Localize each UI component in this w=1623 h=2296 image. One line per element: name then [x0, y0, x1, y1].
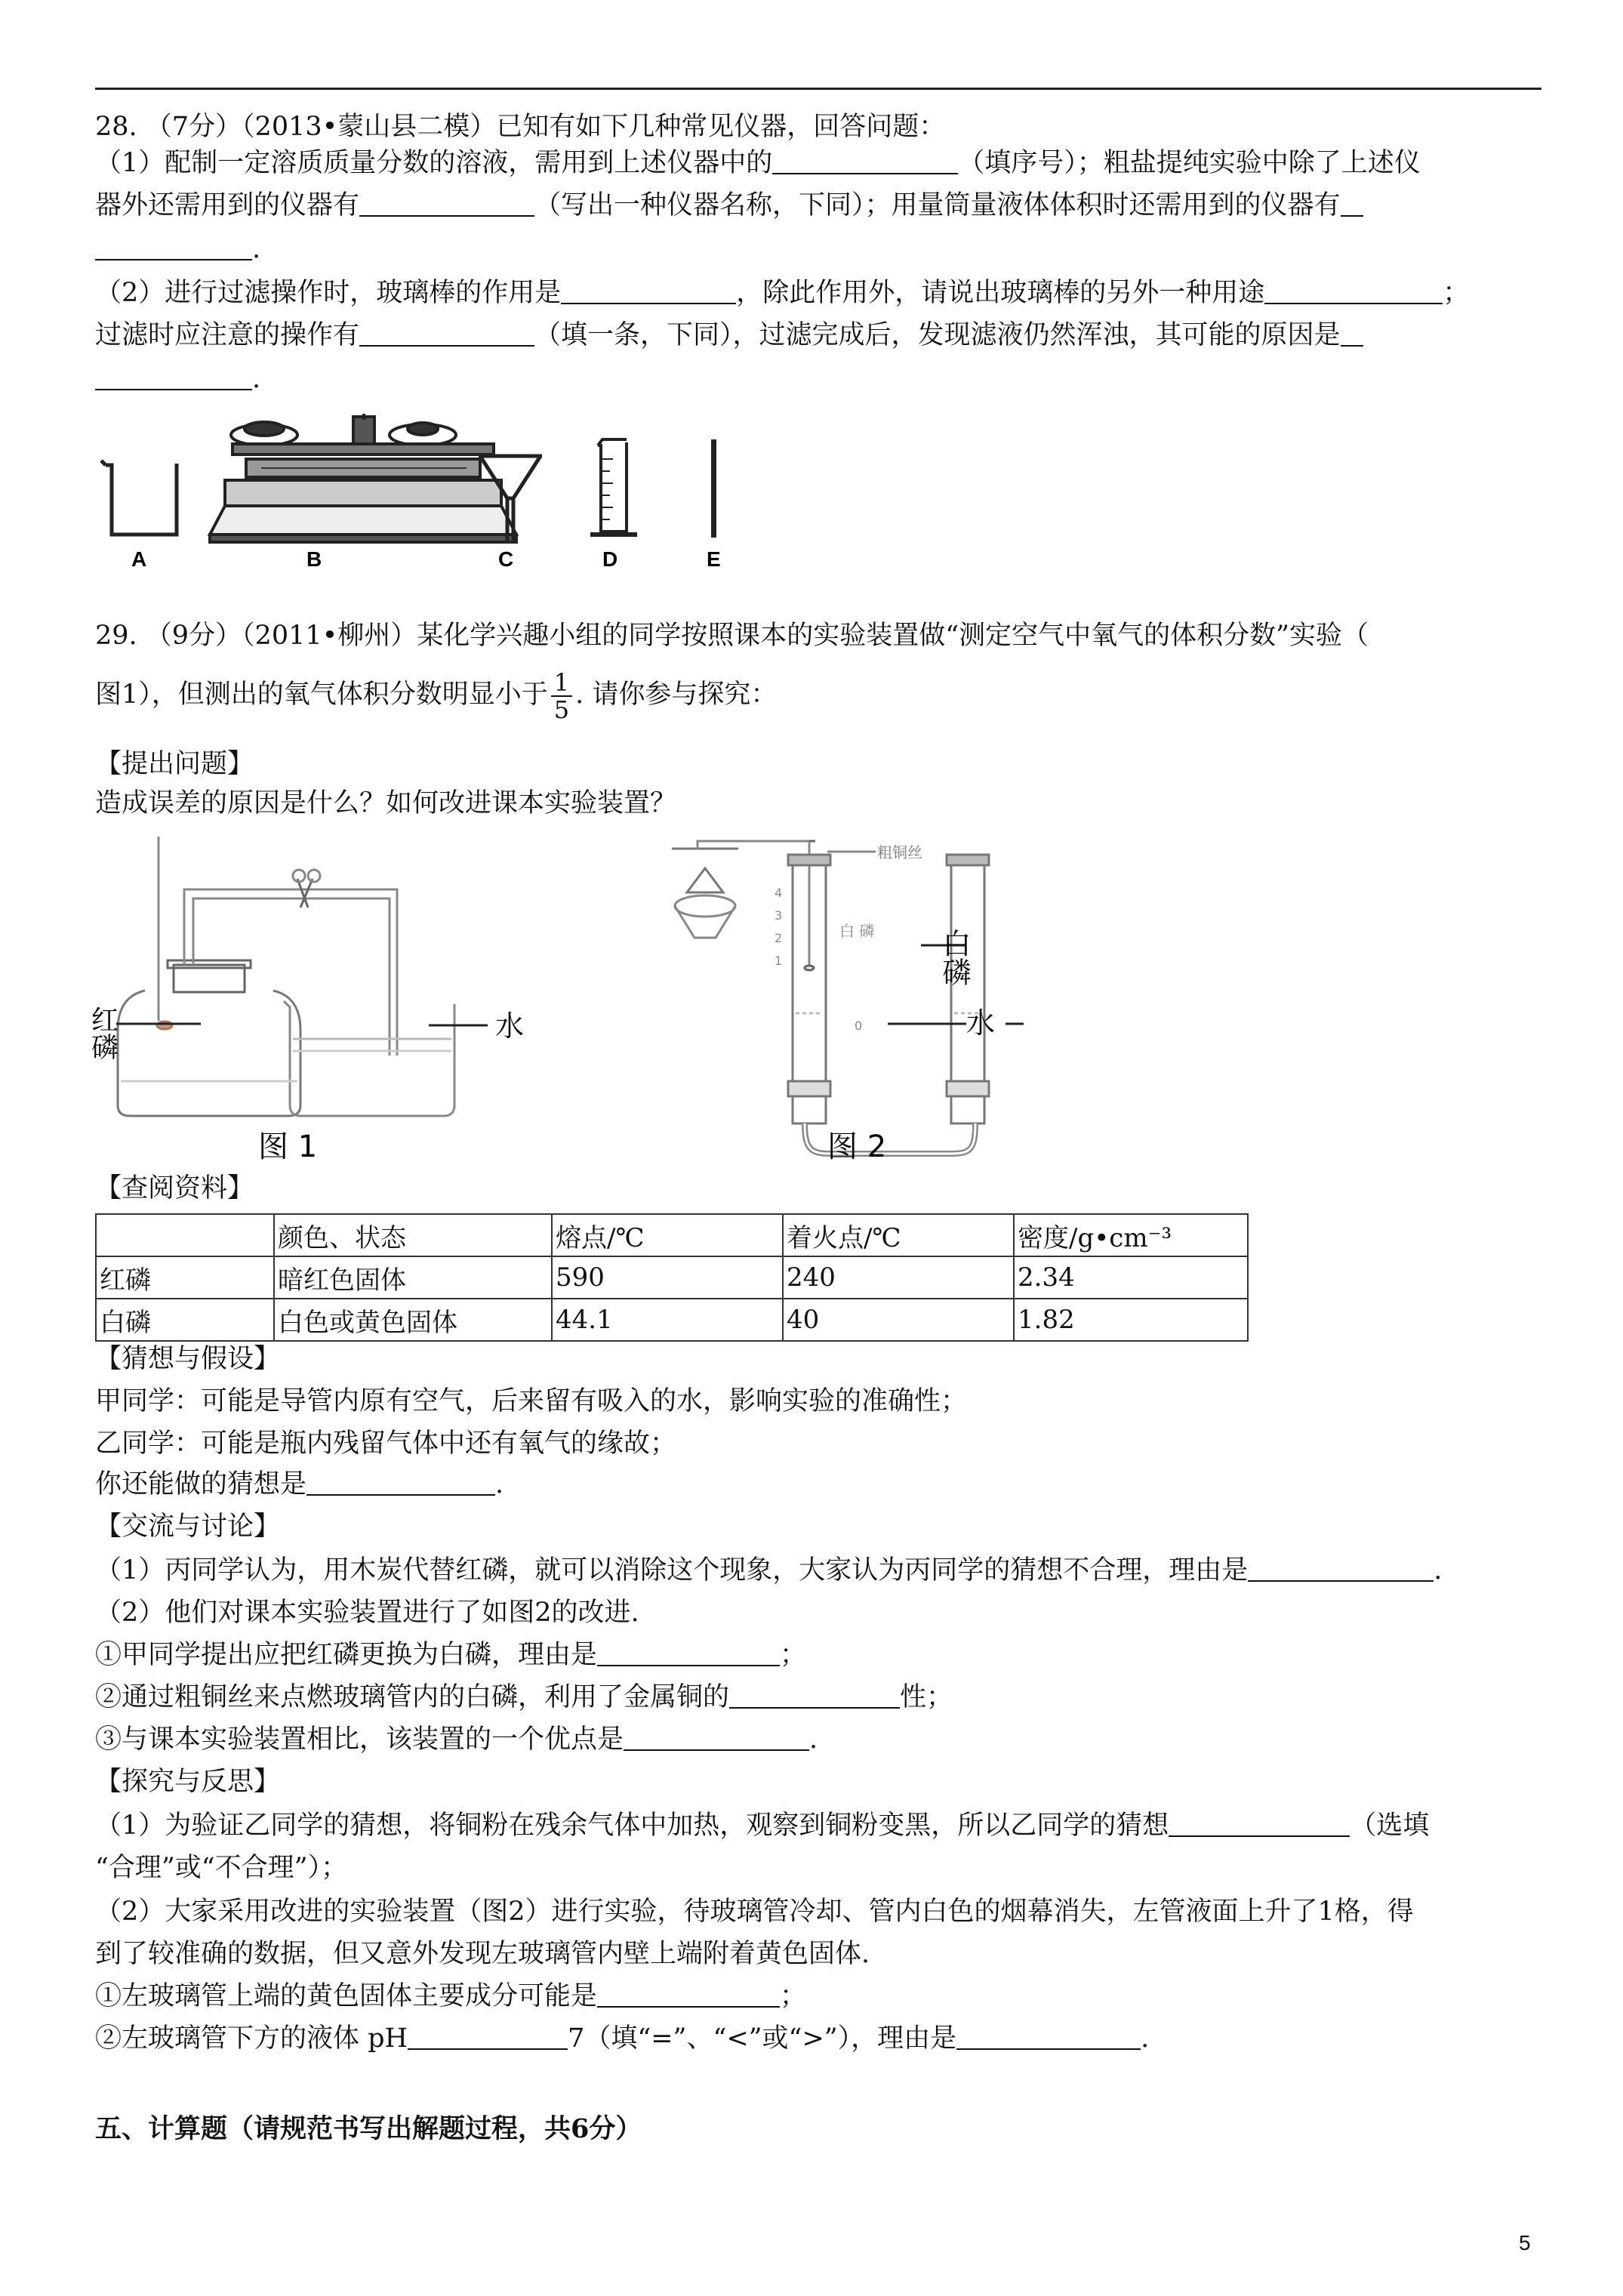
- fig1-label-water: 水: [495, 1009, 525, 1043]
- table-cell: 暗红色固体: [274, 1256, 552, 1299]
- instrument-label-a: A: [131, 547, 147, 571]
- answer-blank[interactable]: [1341, 322, 1363, 347]
- hypothesis-you: 你还能做的猜想是 .: [95, 1469, 504, 1499]
- answer-blank[interactable]: [561, 280, 736, 304]
- answer-blank[interactable]: [359, 193, 534, 217]
- answer-blank[interactable]: [956, 2026, 1141, 2050]
- q28-part1-line3: .: [95, 233, 260, 266]
- answer-blank[interactable]: [597, 1983, 780, 2008]
- table-row: [96, 1299, 1248, 1341]
- table-header-row: [96, 1214, 1248, 1256]
- heading-hypothesis: 【猜想与假设】: [95, 1344, 281, 1374]
- table-cell: 40: [783, 1299, 1014, 1341]
- balance-icon: [210, 414, 516, 542]
- answer-blank[interactable]: [772, 150, 958, 174]
- fig2-label-white-phosphorus-small: 白 磷: [839, 922, 875, 940]
- heading-propose-question: 【提出问题】: [95, 749, 254, 779]
- table-cell: 2.34: [1014, 1256, 1248, 1299]
- q28-part1-line1: （1）配制一定溶质质量分数的溶液，需用到上述仪器中的 （填序号）；粗盐提纯实验中除了上述仪: [95, 148, 1421, 178]
- q28-title: 28. （7分）（2013•蒙山县二模）已知有如下几种常见仪器，回答问题：: [95, 112, 946, 142]
- fig2-scale: [775, 886, 862, 1033]
- scale-mark: 1: [775, 954, 783, 968]
- reflection-2-line1: （2）大家采用改进的实验装置（图2）进行实验，待玻璃管冷却、管内白色的烟幕消失，左管液面上升了1格，得: [95, 1897, 1414, 1927]
- discussion-2-3: ③与课本实验装置相比，该装置的一个优点是 .: [95, 1724, 818, 1755]
- table-cell: [96, 1214, 274, 1256]
- figure-1-apparatus: [87, 832, 563, 1164]
- table-cell: 44.1: [552, 1299, 783, 1341]
- q28-part1-line2: 器外还需用到的仪器有 （写出一种仪器名称，下同）；用量筒量液体体积时还需用到的仪器有: [95, 189, 1363, 222]
- discussion-1: （1）丙同学认为，用木炭代替红磷，就可以消除这个现象，大家认为丙同学的猜想不合理，理由是 .: [95, 1555, 1443, 1586]
- graduated-cylinder-icon: [590, 439, 637, 535]
- q28-part2-line1: （2）进行过滤操作时，玻璃棒的作用是 ，除此作用外，请说出玻璃棒的另外一种用途 ；: [95, 278, 1470, 308]
- heading-discussion: 【交流与讨论】: [95, 1512, 281, 1542]
- answer-blank[interactable]: [95, 236, 252, 260]
- table-row: [96, 1256, 1248, 1299]
- answer-blank[interactable]: [95, 366, 252, 390]
- scale-mark: 0: [855, 1019, 863, 1033]
- discussion-2-1: ①甲同学提出应把红磷更换为白磷，理由是 ；: [95, 1640, 807, 1670]
- scale-mark: 4: [775, 886, 783, 900]
- hypothesis-student-jia: 甲同学：可能是导管内原有空气，后来留有吸入的水，影响实验的准确性；: [95, 1386, 968, 1416]
- scale-mark: 3: [775, 908, 783, 923]
- instrument-label-d: D: [602, 547, 618, 571]
- instrument-label-e: E: [707, 547, 721, 571]
- question-text: 造成误差的原因是什么？如何改进课本实验装置？: [95, 788, 677, 818]
- table-cell: 590: [552, 1256, 783, 1299]
- table-cell: 密度/g•cm⁻³: [1014, 1214, 1248, 1256]
- table-cell: 1.82: [1014, 1299, 1248, 1341]
- figure-2-apparatus: [649, 832, 1027, 1164]
- fraction-one-fifth: $\frac{1}{5}$: [551, 670, 572, 723]
- heading-reflection: 【探究与反思】: [95, 1767, 281, 1797]
- instrument-label-b: B: [306, 547, 322, 571]
- fig1-caption: 图 1: [258, 1130, 318, 1164]
- table-cell: 颜色、状态: [274, 1214, 552, 1256]
- heading-reference-materials: 【查阅资料】: [95, 1173, 254, 1203]
- answer-blank[interactable]: [359, 322, 534, 347]
- reflection-1-line1: （1）为验证乙同学的猜想，将铜粉在残余气体中加热，观察到铜粉变黑，所以乙同学的猜想 （选填: [95, 1811, 1430, 1841]
- fig1-label-red-phosphorus: 红磷: [87, 1006, 119, 1060]
- fig2-label-copper-wire: 粗铜丝: [877, 843, 922, 861]
- instruments-figure: [98, 414, 747, 580]
- q29-title-line1: 29. （9分）（2011•柳州）某化学兴趣小组的同学按照课本的实验装置做“测定空气中氧气的体积分数”实验（: [95, 621, 1369, 651]
- answer-blank[interactable]: [1248, 1558, 1434, 1582]
- answer-blank[interactable]: [597, 1642, 780, 1666]
- answer-blank[interactable]: [1169, 1813, 1350, 1837]
- table-cell: 红磷: [96, 1256, 274, 1299]
- answer-blank[interactable]: [408, 2026, 568, 2050]
- instrument-label-c: C: [498, 547, 514, 571]
- hypothesis-student-yi: 乙同学：可能是瓶内残留气体中还有氧气的缘故；: [95, 1428, 677, 1459]
- reflection-2-line2: 到了较准确的数据，但又意外发现左玻璃管内壁上端附着黄色固体.: [95, 1939, 870, 1969]
- fig2-label-water: 水: [966, 1006, 996, 1040]
- scale-mark: 2: [775, 931, 783, 945]
- answer-blank[interactable]: [1341, 193, 1363, 217]
- reflection-2-1: ①左玻璃管上端的黄色固体主要成分可能是 ；: [95, 1981, 807, 2011]
- reflection-1-line2: “合理”或“不合理”）；: [95, 1853, 348, 1883]
- answer-blank[interactable]: [1264, 280, 1443, 304]
- glass-rod-icon: [711, 439, 716, 538]
- table-cell: 熔点/℃: [552, 1214, 783, 1256]
- header-rule: [95, 88, 1541, 90]
- beaker-icon: [101, 461, 177, 535]
- section-5-title: 五、计算题（请规范书写出解题过程，共6分）: [95, 2113, 642, 2144]
- fig2-label-white-phosphorus: 白磷: [938, 929, 971, 986]
- answer-blank[interactable]: [624, 1727, 809, 1751]
- phosphorus-properties-table: [95, 1213, 1249, 1342]
- reflection-2-2: ②左玻璃管下方的液体 pH 7（填“=”、“<”或“>”），理由是 .: [95, 2023, 1150, 2054]
- discussion-2-2: ②通过粗铜丝来点燃玻璃管内的白磷，利用了金属铜的 性；: [95, 1682, 953, 1712]
- answer-blank[interactable]: [306, 1472, 495, 1496]
- discussion-2: （2）他们对课本实验装置进行了如图2的改进.: [95, 1598, 639, 1628]
- q28-part2-line3: .: [95, 362, 260, 396]
- q29-title-line2: 图1），但测出的氧气体积分数明显小于 $\frac{1}{5}$ . 请你参与探究：: [95, 667, 778, 724]
- table-cell: 白色或黄色固体: [274, 1299, 552, 1341]
- q28-part2-line2: 过滤时应注意的操作有 （填一条，下同），过滤完成后，发现滤液仍然浑浊，其可能的原因是: [95, 319, 1363, 352]
- table-cell: 240: [783, 1256, 1014, 1299]
- fig2-caption: 图 2: [827, 1130, 887, 1164]
- table-cell: 白磷: [96, 1299, 274, 1341]
- table-cell: 着火点/℃: [783, 1214, 1014, 1256]
- answer-blank[interactable]: [729, 1684, 900, 1709]
- page-number: 5: [1519, 2231, 1531, 2254]
